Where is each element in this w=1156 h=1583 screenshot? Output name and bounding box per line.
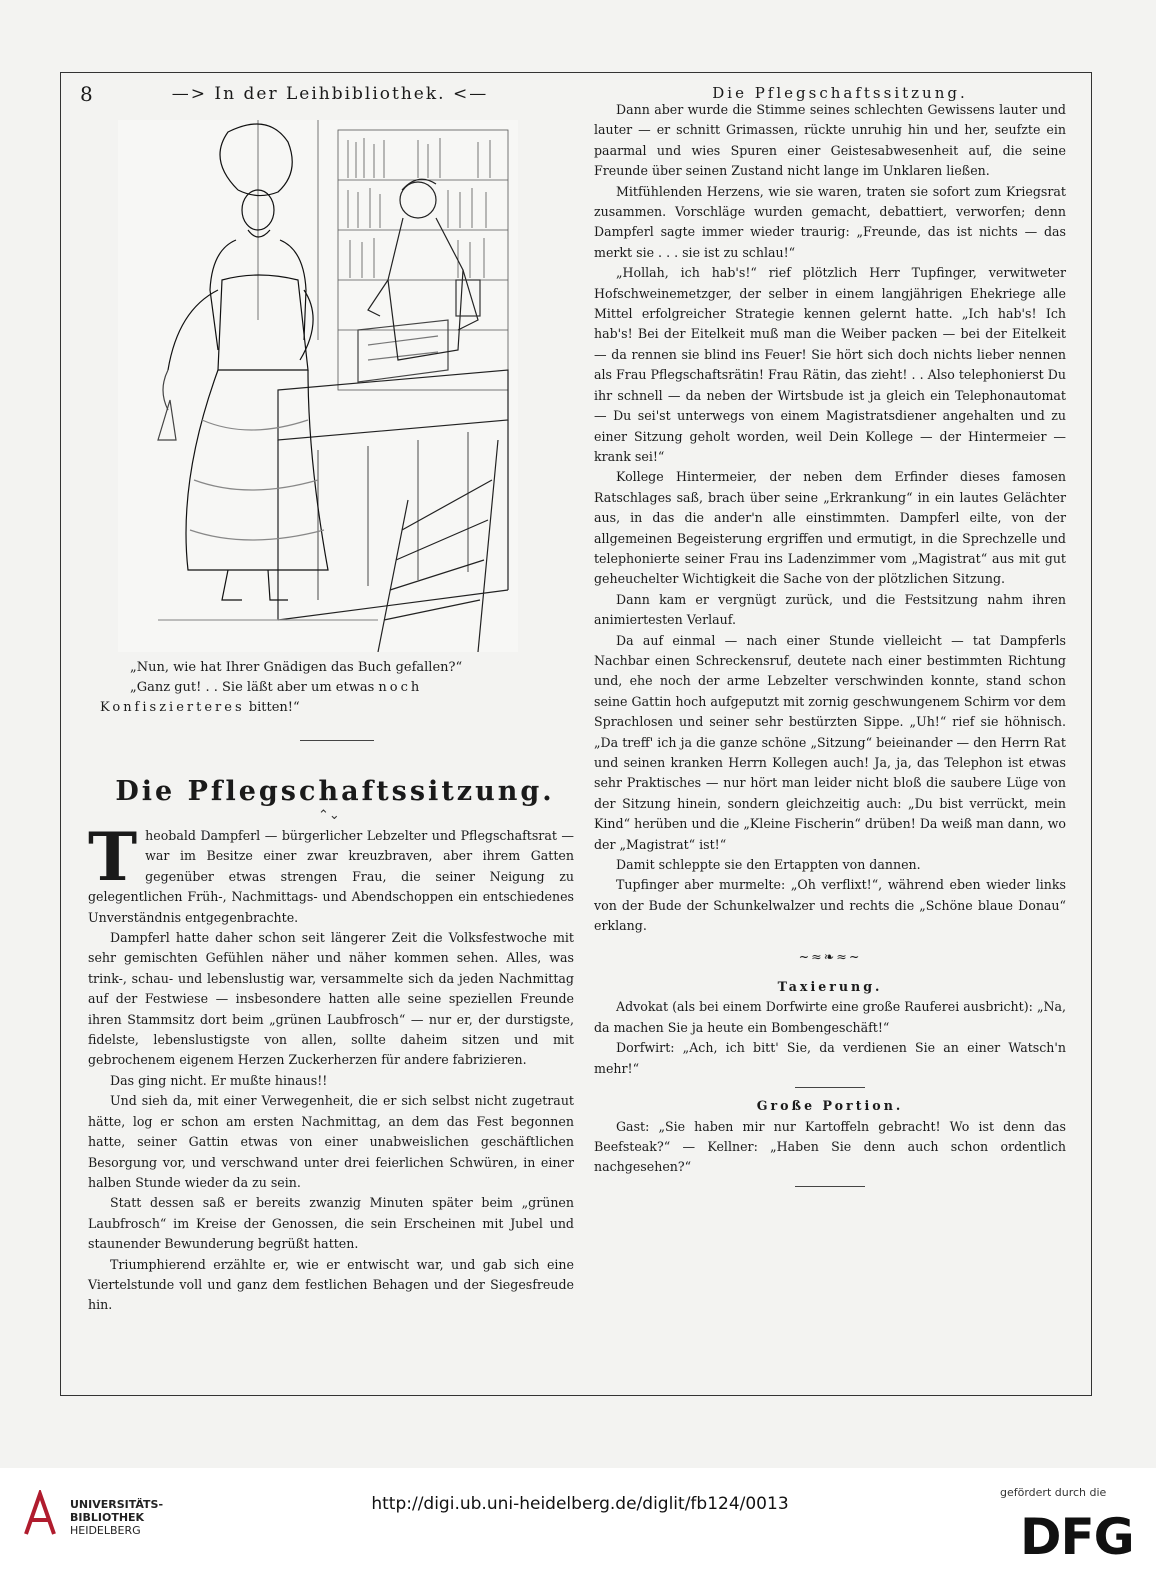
article-paragraph-r8: Tupfinger aber murmelte: „Oh verflixt!“, während eben wieder links von der Bude der Schunkelwalzer und rechts die „Schöne blaue Donau“ erklang.	[594, 877, 1066, 934]
article-title: Die Pflegschaftssitzung.	[115, 776, 555, 807]
article-paragraph-6: Triumphierend erzählte er, wie er entwischt war, und gab sich eine Viertelstunde voll und ganz dem festlichen Behagen und der Siegesfreude hin.	[88, 1256, 574, 1313]
article-paragraph-4: Und sieh da, mit einer Verwegenheit, die er sich selbst nicht zugetraut hätte, log er schon am ersten Nachmittag, an dem das Fest begonnen hatte, seiner Gattin etwas von einer unabweislichen geschäftlichen Besorgung vor, und verschwand unter drei feierlichen Schwüren, in einer halben Stunde wieder da zu sein.	[88, 1093, 574, 1190]
caption-line-2-end: bitten!“	[248, 700, 300, 715]
article-paragraph-r3: „Hollah, ich hab's!“ rief plötzlich Herr Tupfinger, verwitweter Hofschweinemetzger, der selber in einem langjährigen Ehekriege alle Mittel erfolgreicher Strategie kennen gelernt hatte. „Ich hab's! Ich hab's! Bei der Eitelkeit muß man die Weiber packen — bei der Eitelkeit — da rennen sie blind ins Feuer! Sie hört sich doch nichts lieber nennen als Frau Pflegschaftsrätin! Frau Rätin, das zieht! . . Also telephonierst Du ihr schnell — da neben der Wirtsbude ist ja gleich ein Telephonautomat — Du sei'st unterwegs von einem Magistratsdiener angehalten und zu einer Sitzung geholt worden, weil Dein Kollege — der Hintermeier — krank sei!“	[594, 265, 1066, 464]
library-name	[70, 1498, 163, 1537]
page-number: 8	[80, 82, 95, 106]
drop-cap: T	[88, 818, 138, 896]
article-paragraph-r1: Dann aber wurde die Stimme seines schlechten Gewissens lauter und lauter — er schnitt Grimassen, rückte unruhig hin und her, seufzte ein paarmal und wies Spuren einer Geistesabwesenheit auf, die seine Freunde über seinen Zustand nicht lange im Unklaren ließen.	[594, 102, 1066, 179]
clerk-figure	[368, 179, 480, 360]
article-paragraph-3: Das ging nicht. Er mußte hinaus!!	[110, 1072, 328, 1088]
joke-title-2: Große Portion.	[756, 1098, 904, 1114]
joke-paragraph-1: Advokat (als bei einem Dorfwirte eine große Rauferei ausbricht): „Na, da machen Sie ja heute ein Bombengeschäft!“	[594, 999, 1066, 1035]
running-head-left: —> In der Leihbibliothek. <—	[171, 84, 489, 104]
library-logo-icon	[20, 1490, 60, 1538]
bookshelves	[258, 120, 508, 390]
joke-paragraph-3: Gast: „Sie haben mir nur Kartoffeln gebracht! Wo ist denn das Beefsteak?“ — Kellner: „Haben Sie denn auch schon ordentlich nachgesehen?“	[594, 1118, 1066, 1175]
caption-line-2	[100, 678, 570, 718]
dfg-logo: DFG	[1020, 1508, 1134, 1566]
section-ornament: ~≈❧≈~	[798, 948, 862, 964]
joke-separator	[795, 1087, 865, 1088]
article-paragraph-r7: Damit schleppte sie den Ertappten von dannen.	[616, 857, 921, 873]
article-left-column	[88, 818, 574, 1316]
joke-paragraph-2: Dorfwirt: „Ach, ich bitt' Sie, da verdienen Sie an einer Watsch'n mehr!“	[594, 1040, 1066, 1076]
permalink-url[interactable]: http://digi.ub.uni-heidelberg.de/diglit/fb124/0013	[371, 1494, 789, 1514]
running-head-right: Die Pflegschaftssitzung.	[712, 84, 968, 102]
article-right-column	[594, 100, 1066, 1195]
article-paragraph-5: Statt dessen saß er bereits zwanzig Minuten später beim „grünen Laubfrosch“ im Kreise der Genossen, die sein Erscheinen mit Jubel und staunender Bewunderung begrüßt hatten.	[88, 1195, 574, 1252]
joke-title-1: Taxierung.	[777, 979, 883, 995]
article-paragraph-r2: Mitfühlenden Herzens, wie sie waren, traten sie sofort zum Kriegsrat zusammen. Vorschläge wurden gemacht, debattiert, verworfen; denn Dampferl sagte immer wieder traurig: „Freunde, das ist nichts — das merkt sie . . . sie ist zu schlau!“	[594, 183, 1066, 260]
funded-by-label: gefördert durch die	[1000, 1486, 1107, 1499]
caption-line-1: „Nun, wie hat Ihrer Gnädigen das Buch gefallen?“	[130, 660, 463, 675]
library-name-line-2: BIBLIOTHEK	[70, 1511, 145, 1524]
end-separator	[795, 1186, 865, 1187]
title-ornament: ⌃⌄	[318, 808, 340, 823]
article-p1-text: heobald Dampferl — bürgerlicher Lebzelter und Pflegschaftsrat — war im Besitze einer zwar kreuzbraven, aber ihrem Gatten gegenüber etwas strengen Frau, die seiner Neigung zu gelegentlichen Früh-, Nachmittags- und Abendschoppen ein entschiedenes Unverständnis entgegenbrachte.	[88, 828, 574, 925]
article-paragraph-r4: Kollege Hintermeier, der neben dem Erfinder dieses famosen Ratschlages saß, brach über seine „Erkrankung“ in ein lautes Gelächter aus, in das die ander'n alle einstimmten. Dampferl eilte, von der allgemeinen Begeisterung ergriffen und ermutigt, in die Sprechzelle und telephonierte seiner Frau ins Ladenzimmer vom „Magistrat“ aus mit gut geheuchelter Wichtigkeit die Sache von der plötzlichen Sitzung.	[594, 469, 1066, 587]
article-paragraph-r6: Da auf einmal — nach einer Stunde vielleicht — tat Dampferls Nachbar einen Schreckensruf, deutete nach einer bestimmten Richtung und, ehe noch der arme Lebzelter verschwinden konnte, stand schon seine Gattin hoch aufgeputzt mit zornig geschwungenem Schirm vor dem Sprachlosen und seiner sehr bestürzten Sippe. „Uh!“ rief sie höhnisch. „Da treff' ich ja die ganze schöne „Sitzung“ beieinander — den Herrn Rat und seinen kranken Herrn Kollegen auch! Ja, ja, das Telephon ist etwas sehr Praktisches — nur hört man leider nicht bloß die saubere Lüge von der Sitzung hinein, sondern gleichzeitig auch: „Du bist verrückt, mein Kind“ herüben und die „Kleine Fischerin“ drüben! Da weiß man dann, wo der „Magistrat“ ist!“	[594, 632, 1066, 852]
caption-line-2-spaced: noch Konfiszierteres	[100, 680, 423, 715]
caption-line-2-start: „Ganz gut! . . Sie läßt aber um etwas	[130, 680, 375, 695]
article-paragraph-2: Dampferl hatte daher schon seit längerer Zeit die Volksfestwoche mit sehr gemischten Gefühlen näher und näher kommen sehen. Alles, was trink-, schau- und lebenslustig war, versammelte sich da jeden Nachmittag auf der Festwiese — insbesondere hatten alle seine speziellen Freunde ihren Stammsitz dort beim „grünen Laubfrosch“ — nur er, der durstigste, fidelste, lebenslustigste von allen, sollte daheim sitzen und mit gebrochenem eigenem Herzen Zuckerherzen für andere fabrizieren.	[88, 930, 574, 1068]
library-name-line-3: HEIDELBERG	[70, 1524, 141, 1537]
woman-figure	[158, 124, 328, 600]
illustration-caption	[100, 658, 570, 718]
ladder	[378, 440, 498, 652]
library-illustration	[118, 120, 518, 652]
article-paragraph-r5: Dann kam er vergnügt zurück, und die Festsitzung nahm ihren animiertesten Verlauf.	[594, 591, 1066, 628]
viewer-footer	[0, 1468, 1156, 1583]
article-paragraph-1	[88, 818, 574, 928]
caption-rule	[300, 740, 374, 741]
library-name-line-1: UNIVERSITÄTS-	[70, 1498, 164, 1511]
